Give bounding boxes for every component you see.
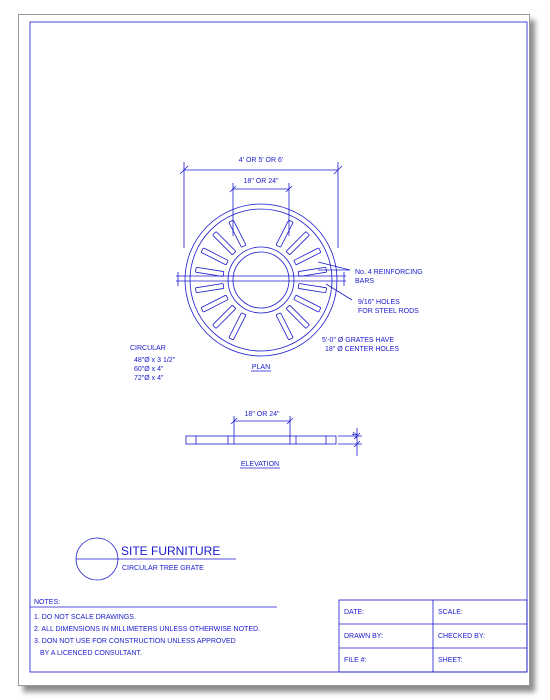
grate-slot <box>229 313 246 340</box>
note-item-3: 3. DON NOT USE FOR CONSTRUCTION UNLESS APPROVED <box>34 638 236 645</box>
file-number-label: FILE #: <box>344 657 367 664</box>
grate-slot <box>276 220 293 247</box>
callout-holes-line2: FOR STEEL RODS <box>358 308 419 315</box>
grate-slot <box>286 305 309 328</box>
grate-slot <box>201 295 228 312</box>
grate-slot <box>195 283 223 292</box>
callout-reinforcing-bars-line1: No. 4 REINFORCING <box>355 269 423 276</box>
grate-slot <box>201 248 228 265</box>
grate-slot <box>298 283 326 292</box>
note-item-1: 1. DO NOT SCALE DRAWINGS. <box>34 614 136 621</box>
grate-slot <box>213 232 236 255</box>
sheet-border <box>30 22 527 672</box>
grate-outer-circle <box>185 204 337 356</box>
note-item-4: BY A LICENCED CONSULTANT. <box>40 650 142 657</box>
grate-slot <box>229 220 246 247</box>
notes-section <box>30 599 277 657</box>
grate-slot <box>286 232 309 255</box>
grate-slot <box>195 267 223 276</box>
grate-slot <box>213 305 236 328</box>
plan-label: PLAN <box>251 364 271 371</box>
circular-title: CIRCULAR <box>130 345 166 352</box>
checked-by-label: CHECKED BY: <box>438 633 486 640</box>
overall-dimension-text: 4' OR 5' OR 6' <box>238 157 284 164</box>
grate-inner-rim <box>190 209 332 351</box>
callout-grates-line2: 18" Ø CENTER HOLES <box>325 346 400 353</box>
subtitle-text: CIRCULAR TREE GRATE <box>122 565 204 572</box>
grate-slot <box>294 295 321 312</box>
callout-reinforcing-bars-line2: BARS <box>355 278 375 285</box>
plan-view <box>130 157 423 382</box>
sheet-label: SHEET: <box>438 657 463 664</box>
note-item-2: 2. ALL DIMENSIONS IN MILLIMETERS UNLESS OTHERWISE NOTED. <box>34 626 260 633</box>
elevation-label: ELEVATION <box>240 461 280 468</box>
grate-center-hole <box>233 252 289 308</box>
circular-size-2: 60"Ø x 4" <box>134 366 164 373</box>
grate-slot <box>276 313 293 340</box>
radial-slots <box>195 220 326 340</box>
elevation-view <box>186 411 362 468</box>
grate-slot <box>298 267 326 276</box>
leader-line-bars <box>318 262 350 270</box>
notes-heading: NOTES: <box>34 599 61 606</box>
scale-label: SCALE: <box>438 609 463 616</box>
grate-elevation-profile <box>186 436 336 444</box>
callout-holes-line1: 9/16" HOLES <box>358 299 400 306</box>
drawn-by-label: DRAWN BY: <box>344 633 384 640</box>
grate-slot <box>294 248 321 265</box>
circular-size-1: 48"Ø x 3 1/2" <box>134 357 176 364</box>
title-block <box>76 538 236 580</box>
date-label: DATE: <box>344 609 365 616</box>
elevation-thickness-text: 4" <box>350 432 357 439</box>
center-dimension-text: 18" OR 24" <box>243 178 279 185</box>
grate-center-rim <box>228 247 294 313</box>
title-text: SITE FURNITURE <box>121 544 221 558</box>
callout-grates-line1: 5'-0" Ø GRATES HAVE <box>322 337 395 344</box>
elevation-dimension-text: 18" OR 24" <box>244 411 280 418</box>
circular-size-3: 72"Ø x 4" <box>134 375 164 382</box>
info-table <box>339 600 527 672</box>
